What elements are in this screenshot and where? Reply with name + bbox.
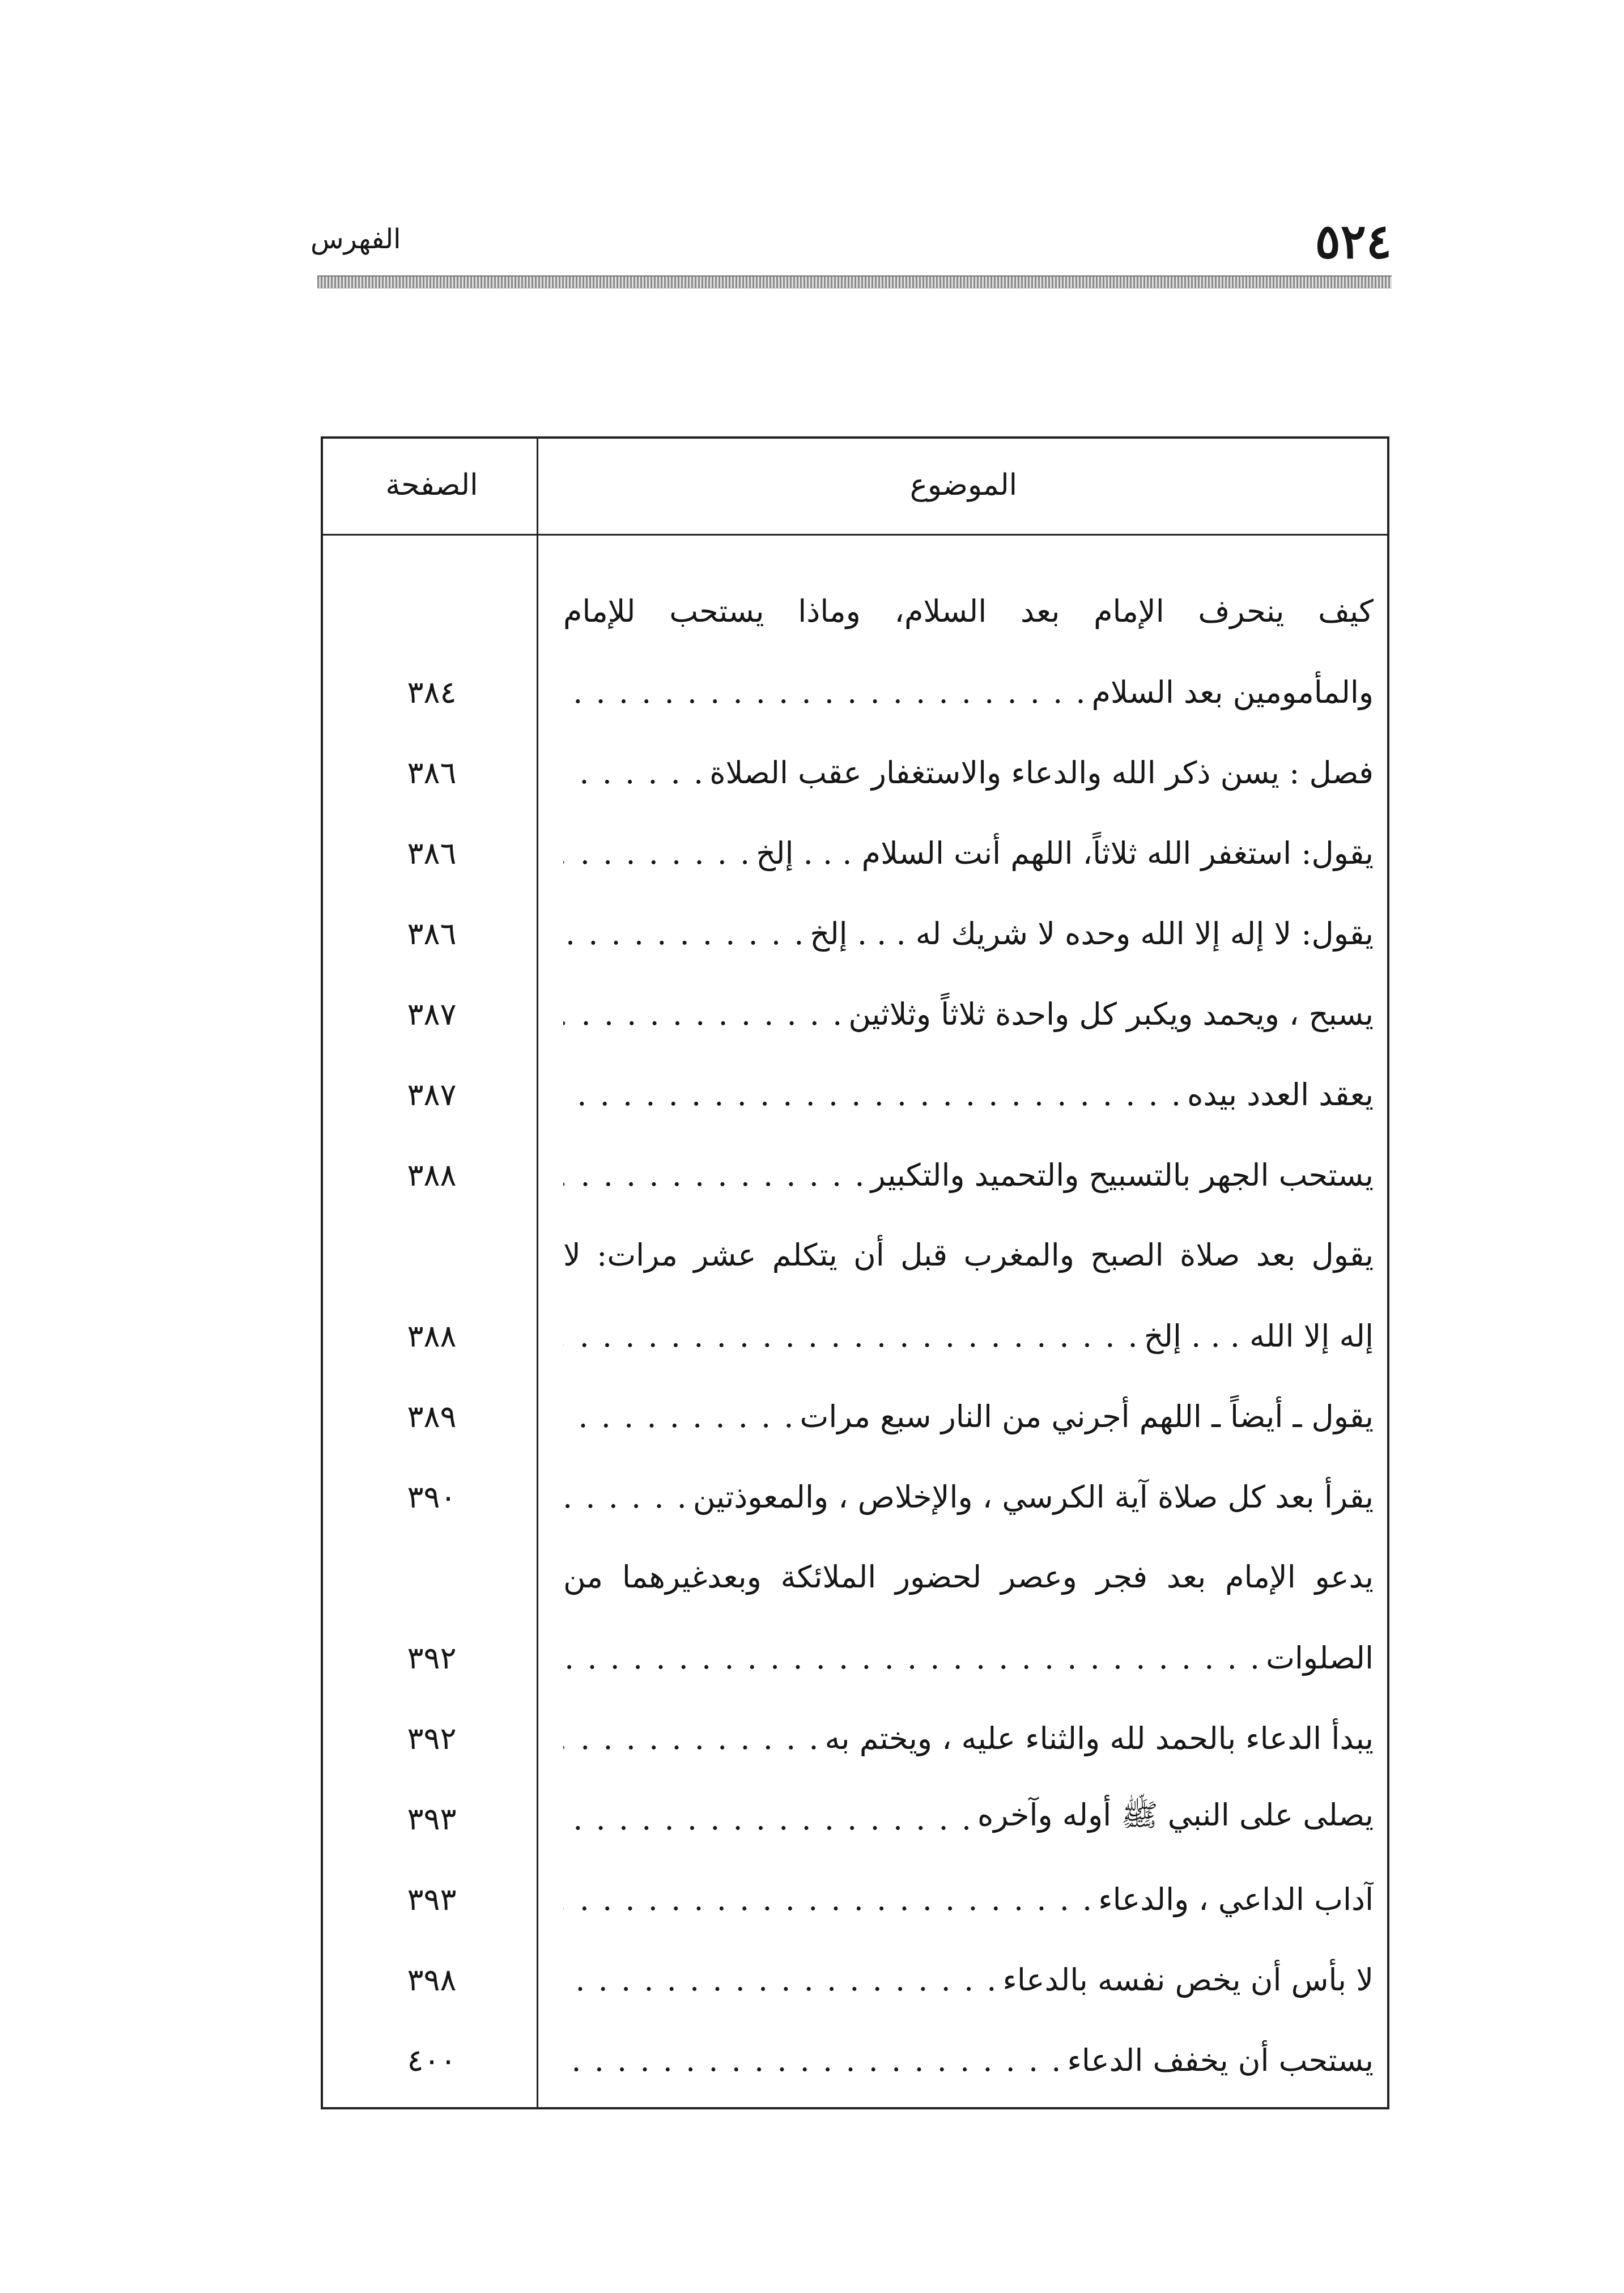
- table-row: [323, 1376, 1387, 1457]
- table-row: [323, 1617, 1387, 1698]
- page-ref: ٣٩٢: [407, 1720, 457, 1756]
- index-table: [321, 436, 1389, 2109]
- table-row: [323, 2020, 1387, 2100]
- table-row: [323, 1215, 1387, 1296]
- page-ref: ٣٨٦: [407, 915, 457, 952]
- table-row: [323, 1537, 1387, 1617]
- table-row: [323, 974, 1387, 1054]
- table-row: [323, 652, 1387, 732]
- topic-text: يستحب الجهر بالتسبيح والتحميد والتكبير . . .: [563, 1135, 1374, 1215]
- topic-text: آداب الداعي ، والدعاء . . .: [563, 1859, 1374, 1939]
- table-row: [323, 1296, 1387, 1376]
- topic-text: يقول: استغفر الله ثلاثاً، اللهم أنت السلام . . . إلخ . . .: [563, 813, 1374, 893]
- table-row: [323, 1457, 1387, 1537]
- page-ref: ٣٨٧: [407, 1076, 457, 1112]
- table-row: [323, 1939, 1387, 2020]
- page-ref: ٤٠٠: [407, 2042, 457, 2078]
- topic-text: يدعو الإمام بعد فجر وعصر لحضور الملائكة وبعدغيرهما من: [563, 1559, 1374, 1595]
- table-row: [323, 1778, 1387, 1859]
- topic-text: يقول بعد صلاة الصبح والمغرب قبل أن يتكلم عشر مرات: لا: [563, 1237, 1374, 1273]
- running-title: الفهرس: [311, 223, 401, 255]
- page-ref: ٣٩٨: [407, 1961, 457, 1998]
- page-ref: ٣٨٦: [407, 835, 457, 871]
- page-ref: ٣٩٠: [407, 1479, 457, 1515]
- page-number: ٥٢٤: [1315, 213, 1392, 269]
- page-ref: [323, 1215, 541, 1296]
- table-row: [323, 813, 1387, 893]
- topic-text: والمأمومين بعد السلام . . .: [563, 652, 1374, 732]
- page-ref: ٣٨٤: [407, 674, 457, 710]
- table-row: [323, 1698, 1387, 1778]
- index-rows: [323, 571, 1387, 2100]
- topic-text: يسبح ، ويحمد ويكبر كل واحدة ثلاثاً وثلاثين . . .: [563, 974, 1374, 1054]
- page-ref: ٣٨٧: [407, 996, 457, 1032]
- table-row: [323, 1135, 1387, 1215]
- page-ref: ٣٨٨: [407, 1318, 457, 1354]
- page-ref: ٣٨٨: [407, 1157, 457, 1193]
- page-ref: ٣٩٣: [407, 1881, 457, 1917]
- topic-text: يقول: لا إله إلا الله وحده لا شريك له . . . إلخ . . .: [563, 893, 1374, 974]
- page-ref: ٣٩٣: [407, 1801, 457, 1837]
- page-ref: [323, 1537, 541, 1617]
- header-separator: [323, 534, 1387, 536]
- page-ref: ٣٨٦: [407, 754, 457, 791]
- table-row: [323, 893, 1387, 974]
- table-row: [323, 571, 1387, 652]
- column-header-page: الصفحة: [385, 468, 478, 502]
- topic-text: لا بأس أن يخص نفسه بالدعاء . . .: [563, 1939, 1374, 2020]
- topic-text: كيف ينحرف الإمام بعد السلام، وماذا يستحب للإمام: [563, 593, 1374, 629]
- column-header-topic: الموضوع: [909, 468, 1018, 502]
- page-ref: ٣٨٩: [407, 1398, 457, 1434]
- table-row: [323, 1859, 1387, 1939]
- topic-text: الصلوات . . .: [563, 1617, 1374, 1698]
- topic-text: يبدأ الدعاء بالحمد لله والثناء عليه ، ويختم به . . .: [563, 1698, 1374, 1778]
- topic-text: يصلى على النبي ﷺ أوله وآخره . . .: [563, 1778, 1374, 1859]
- topic-text: يعقد العدد بيده . . .: [563, 1054, 1374, 1135]
- topic-text: يستحب أن يخفف الدعاء . . .: [563, 2020, 1374, 2100]
- topic-text: يقرأ بعد كل صلاة آية الكرسي ، والإخلاص ، والمعوذتين . . .: [563, 1457, 1374, 1537]
- table-row: [323, 732, 1387, 813]
- table-row: [323, 1054, 1387, 1135]
- header-rule: [317, 275, 1392, 288]
- page-ref: [323, 571, 541, 652]
- topic-text: فصل : يسن ذكر الله والدعاء والاستغفار عقب الصلاة . . .: [563, 732, 1374, 813]
- topic-text: يقول ـ أيضاً ـ اللهم أجرني من النار سبع مرات . . .: [563, 1376, 1374, 1457]
- topic-text: إله إلا الله . . . إلخ . . .: [563, 1296, 1374, 1376]
- page-ref: ٣٩٢: [407, 1640, 457, 1676]
